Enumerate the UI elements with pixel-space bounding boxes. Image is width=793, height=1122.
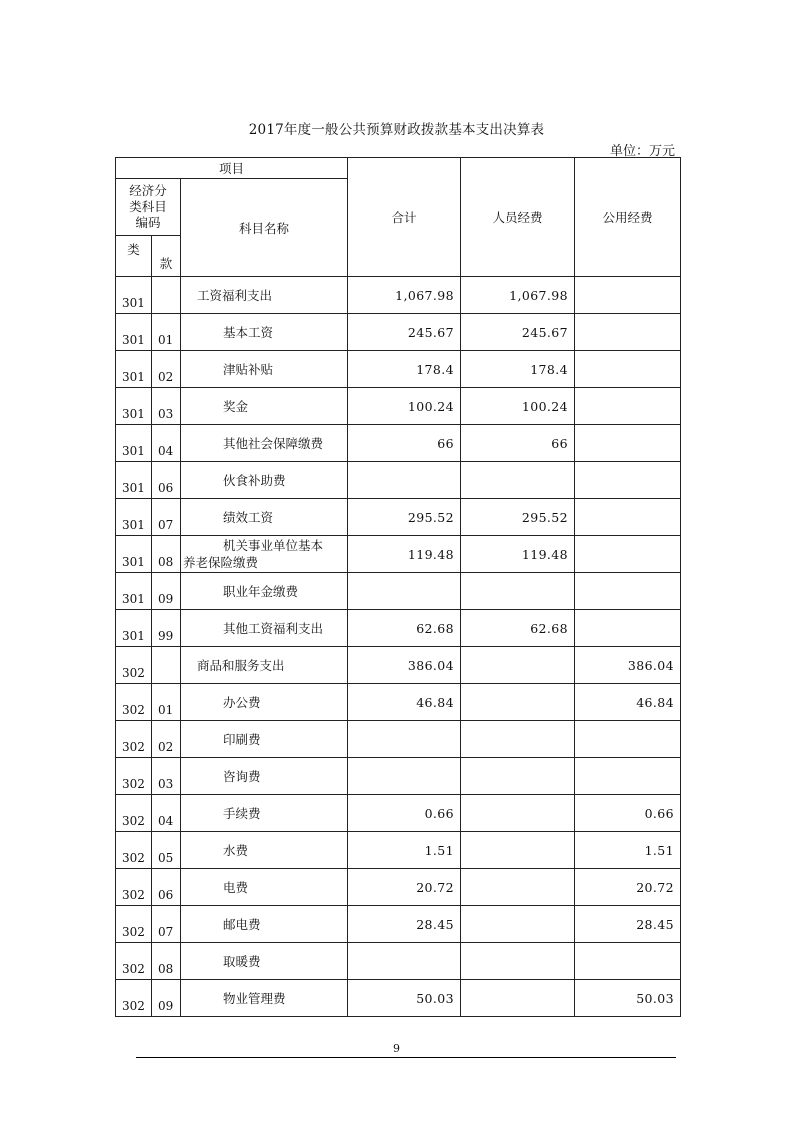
cell-kuan: 01 bbox=[152, 684, 181, 721]
cell-public bbox=[575, 573, 681, 610]
cell-kuan: 06 bbox=[152, 869, 181, 906]
footer-rule bbox=[136, 1057, 676, 1058]
cell-total bbox=[348, 943, 461, 980]
header-econ-code bbox=[116, 179, 181, 236]
table-row bbox=[116, 314, 681, 351]
cell-public: 28.45 bbox=[575, 906, 681, 943]
cell-lei: 302 bbox=[116, 869, 152, 906]
table-row bbox=[116, 943, 681, 980]
cell-name: 物业管理费 bbox=[181, 980, 348, 1017]
cell-public: 46.84 bbox=[575, 684, 681, 721]
table-row bbox=[116, 462, 681, 499]
cell-name: 职业年金缴费 bbox=[181, 573, 348, 610]
cell-lei: 301 bbox=[116, 536, 152, 573]
cell-name: 绩效工资 bbox=[181, 499, 348, 536]
cell-total bbox=[348, 573, 461, 610]
cell-personnel bbox=[461, 906, 575, 943]
cell-kuan: 02 bbox=[152, 351, 181, 388]
cell-personnel bbox=[461, 721, 575, 758]
cell-total: 46.84 bbox=[348, 684, 461, 721]
cell-personnel: 295.52 bbox=[461, 499, 575, 536]
cell-name: 其他社会保障缴费 bbox=[181, 425, 348, 462]
cell-public bbox=[575, 721, 681, 758]
table-row bbox=[116, 647, 681, 684]
cell-name: 邮电费 bbox=[181, 906, 348, 943]
cell-lei: 302 bbox=[116, 980, 152, 1017]
cell-kuan: 08 bbox=[152, 943, 181, 980]
cell-public: 0.66 bbox=[575, 795, 681, 832]
table-row bbox=[116, 425, 681, 462]
cell-public: 386.04 bbox=[575, 647, 681, 684]
cell-lei: 301 bbox=[116, 314, 152, 351]
cell-total: 245.67 bbox=[348, 314, 461, 351]
cell-personnel bbox=[461, 832, 575, 869]
cell-name: 津贴补贴 bbox=[181, 351, 348, 388]
cell-total: 1,067.98 bbox=[348, 277, 461, 314]
cell-total: 100.24 bbox=[348, 388, 461, 425]
cell-kuan: 09 bbox=[152, 573, 181, 610]
header-econ-line-2: 类科目 bbox=[129, 199, 167, 214]
unit-label: 单位：万元 bbox=[609, 144, 675, 159]
header-econ-line-1: 经济分 bbox=[129, 183, 167, 198]
cell-name: 取暖费 bbox=[181, 943, 348, 980]
cell-lei: 301 bbox=[116, 277, 152, 314]
table-row bbox=[116, 795, 681, 832]
cell-public bbox=[575, 462, 681, 499]
cell-name: 基本工资 bbox=[181, 314, 348, 351]
header-personnel: 人员经费 bbox=[461, 158, 575, 277]
cell-lei: 302 bbox=[116, 684, 152, 721]
header-item: 项目 bbox=[116, 158, 348, 179]
cell-personnel bbox=[461, 462, 575, 499]
cell-name: 手续费 bbox=[181, 795, 348, 832]
cell-public bbox=[575, 388, 681, 425]
table-row bbox=[116, 573, 681, 610]
cell-kuan: 04 bbox=[152, 425, 181, 462]
cell-personnel: 100.24 bbox=[461, 388, 575, 425]
cell-kuan bbox=[152, 277, 181, 314]
cell-total: 0.66 bbox=[348, 795, 461, 832]
header-lei: 类 bbox=[116, 236, 152, 277]
cell-name: 水费 bbox=[181, 832, 348, 869]
cell-personnel: 66 bbox=[461, 425, 575, 462]
header-name: 科目名称 bbox=[181, 179, 348, 277]
cell-kuan: 02 bbox=[152, 721, 181, 758]
table-row bbox=[116, 536, 681, 573]
cell-name: 工资福利支出 bbox=[181, 277, 348, 314]
cell-total: 386.04 bbox=[348, 647, 461, 684]
cell-kuan: 07 bbox=[152, 906, 181, 943]
cell-kuan: 09 bbox=[152, 980, 181, 1017]
cell-kuan: 07 bbox=[152, 499, 181, 536]
cell-lei: 302 bbox=[116, 943, 152, 980]
cell-total: 1.51 bbox=[348, 832, 461, 869]
cell-public bbox=[575, 499, 681, 536]
cell-total: 62.68 bbox=[348, 610, 461, 647]
cell-public bbox=[575, 425, 681, 462]
cell-personnel bbox=[461, 795, 575, 832]
cell-name: 奖金 bbox=[181, 388, 348, 425]
cell-personnel: 178.4 bbox=[461, 351, 575, 388]
cell-lei: 302 bbox=[116, 647, 152, 684]
cell-public bbox=[575, 943, 681, 980]
cell-lei: 302 bbox=[116, 795, 152, 832]
table-row bbox=[116, 832, 681, 869]
table-row bbox=[116, 388, 681, 425]
cell-lei: 302 bbox=[116, 832, 152, 869]
cell-personnel bbox=[461, 869, 575, 906]
cell-name: 办公费 bbox=[181, 684, 348, 721]
cell-lei: 301 bbox=[116, 425, 152, 462]
cell-lei: 301 bbox=[116, 573, 152, 610]
cell-name: 咨询费 bbox=[181, 758, 348, 795]
cell-kuan: 05 bbox=[152, 832, 181, 869]
cell-public bbox=[575, 758, 681, 795]
cell-name-line-1: 机关事业单位基本 bbox=[223, 538, 324, 553]
cell-kuan: 06 bbox=[152, 462, 181, 499]
page-number: 9 bbox=[393, 1042, 400, 1055]
cell-name: 电费 bbox=[181, 869, 348, 906]
cell-total: 119.48 bbox=[348, 536, 461, 573]
cell-personnel bbox=[461, 573, 575, 610]
cell-personnel: 119.48 bbox=[461, 536, 575, 573]
cell-public bbox=[575, 351, 681, 388]
table-row bbox=[116, 758, 681, 795]
cell-total bbox=[348, 721, 461, 758]
table-row bbox=[116, 277, 681, 314]
cell-public bbox=[575, 610, 681, 647]
cell-kuan: 99 bbox=[152, 610, 181, 647]
header-econ-line-3: 编码 bbox=[135, 215, 161, 230]
table-row bbox=[116, 721, 681, 758]
header-public: 公用经费 bbox=[575, 158, 681, 277]
cell-public bbox=[575, 536, 681, 573]
budget-table bbox=[115, 157, 681, 1017]
cell-personnel bbox=[461, 684, 575, 721]
cell-total: 28.45 bbox=[348, 906, 461, 943]
cell-name: 商品和服务支出 bbox=[181, 647, 348, 684]
table-row bbox=[116, 869, 681, 906]
cell-public: 1.51 bbox=[575, 832, 681, 869]
table-row bbox=[116, 684, 681, 721]
cell-kuan: 08 bbox=[152, 536, 181, 573]
document-title: 2017年度一般公共预算财政拨款基本支出决算表 bbox=[248, 122, 545, 138]
cell-personnel bbox=[461, 980, 575, 1017]
table-row bbox=[116, 351, 681, 388]
cell-total: 20.72 bbox=[348, 869, 461, 906]
cell-lei: 301 bbox=[116, 499, 152, 536]
cell-name: 伙食补助费 bbox=[181, 462, 348, 499]
cell-lei: 301 bbox=[116, 610, 152, 647]
cell-kuan: 03 bbox=[152, 758, 181, 795]
cell-public bbox=[575, 277, 681, 314]
cell-kuan: 03 bbox=[152, 388, 181, 425]
cell-total: 66 bbox=[348, 425, 461, 462]
cell-total bbox=[348, 758, 461, 795]
cell-lei: 302 bbox=[116, 721, 152, 758]
cell-name: 其他工资福利支出 bbox=[181, 610, 348, 647]
table-row bbox=[116, 906, 681, 943]
cell-kuan: 04 bbox=[152, 795, 181, 832]
cell-name: 印刷费 bbox=[181, 721, 348, 758]
header-total: 合计 bbox=[348, 158, 461, 277]
cell-personnel bbox=[461, 943, 575, 980]
cell-name-line-2: 养老保险缴费 bbox=[183, 555, 259, 570]
cell-lei: 301 bbox=[116, 351, 152, 388]
cell-name bbox=[181, 536, 348, 573]
table-row bbox=[116, 499, 681, 536]
cell-personnel: 62.68 bbox=[461, 610, 575, 647]
cell-personnel: 1,067.98 bbox=[461, 277, 575, 314]
cell-kuan bbox=[152, 647, 181, 684]
cell-total bbox=[348, 462, 461, 499]
cell-total: 50.03 bbox=[348, 980, 461, 1017]
cell-lei: 302 bbox=[116, 758, 152, 795]
cell-total: 295.52 bbox=[348, 499, 461, 536]
cell-kuan: 01 bbox=[152, 314, 181, 351]
cell-public bbox=[575, 314, 681, 351]
header-kuan: 款 bbox=[152, 236, 181, 277]
cell-personnel bbox=[461, 647, 575, 684]
cell-lei: 301 bbox=[116, 388, 152, 425]
cell-lei: 301 bbox=[116, 462, 152, 499]
cell-total: 178.4 bbox=[348, 351, 461, 388]
table-row bbox=[116, 610, 681, 647]
cell-lei: 302 bbox=[116, 906, 152, 943]
cell-personnel: 245.67 bbox=[461, 314, 575, 351]
table-row bbox=[116, 980, 681, 1017]
cell-public: 20.72 bbox=[575, 869, 681, 906]
cell-public: 50.03 bbox=[575, 980, 681, 1017]
table-body bbox=[116, 277, 681, 1017]
cell-personnel bbox=[461, 758, 575, 795]
